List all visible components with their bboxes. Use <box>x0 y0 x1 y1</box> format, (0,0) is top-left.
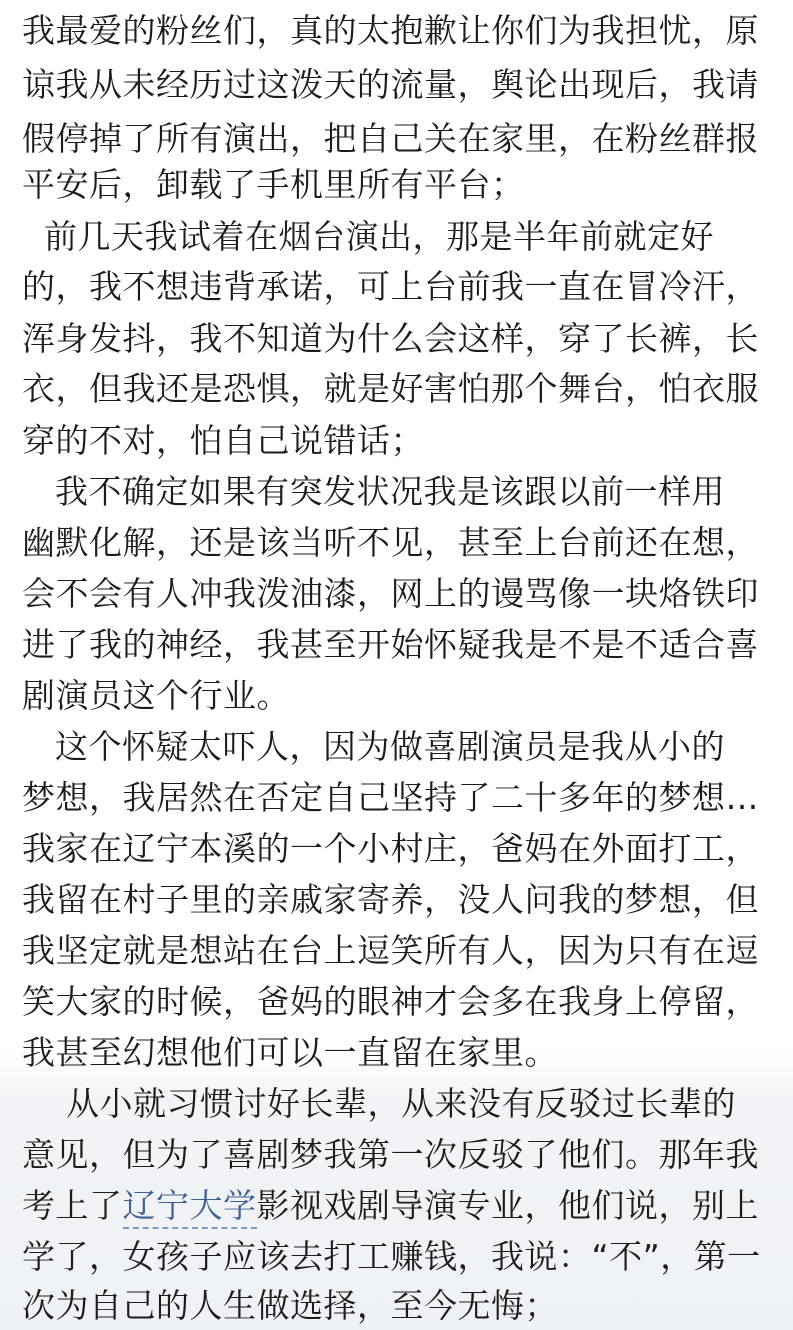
text-line: 我家在辽宁本溪的一个小村庄，爸妈在外面打工， <box>22 829 759 868</box>
text-line: 前几天我试着在烟台演出，那是半年前就定好 <box>22 217 714 256</box>
text-line: 平安后，卸载了手机里所有平台； <box>22 165 525 204</box>
text-line: 会不会有人冲我泼油漆，网上的谩骂像一块烙铁印 <box>22 574 759 613</box>
text-line: 这个怀疑太吓人，因为做喜剧演员是我从小的 <box>22 727 725 766</box>
text-line: 谅我从未经历过这泼天的流量，舆论出现后，我请 <box>22 65 759 104</box>
text-line: 梦想，我居然在否定自己坚持了二十多年的梦想… <box>22 778 759 817</box>
text-line: 浑身发抖，我不知道为什么会这样，穿了长裤，长 <box>22 319 759 358</box>
text-line: 剧演员这个行业。 <box>22 676 290 715</box>
text-line: 意见，但为了喜剧梦我第一次反驳了他们。那年我 <box>22 1135 759 1174</box>
text-line: 次为自己的人生做选择，至今无悔； <box>22 1286 558 1325</box>
text-line: 我不确定如果有突发状况我是该跟以前一样用 <box>22 472 725 511</box>
text-segment: 考上了 <box>22 1186 123 1225</box>
text-line: 我留在村子里的亲戚家寄养，没人问我的梦想，但 <box>22 880 759 919</box>
text-line: 的，我不想违背承诺，可上台前我一直在冒冷汗， <box>22 267 759 306</box>
text-line: 笑大家的时候，爸妈的眼神才会多在我身上停留， <box>22 982 759 1021</box>
text-line: 衣，但我还是恐惧，就是好害怕那个舞台，怕衣服 <box>22 369 759 408</box>
text-line: 穿的不对，怕自己说错话； <box>22 421 424 460</box>
text-line: 从小就习惯讨好长辈，从来没有反驳过长辈的 <box>22 1084 736 1123</box>
university-link[interactable]: 辽宁大学 <box>123 1186 257 1229</box>
text-line: 假停掉了所有演出，把自己关在家里，在粉丝群报 <box>22 119 759 158</box>
text-line: 学了，女孩子应该去打工赚钱，我说：“不”，第一 <box>22 1237 761 1276</box>
text-line: 幽默化解，还是该当听不见，甚至上台前还在想， <box>22 523 759 562</box>
text-segment: 影视戏剧导演专业，他们说，别上 <box>256 1186 759 1225</box>
text-line-with-link <box>22 1183 759 1229</box>
text-line: 进了我的神经，我甚至开始怀疑我是不是不适合喜 <box>22 625 759 664</box>
text-line: 我坚定就是想站在台上逗笑所有人，因为只有在逗 <box>22 931 759 970</box>
text-line: 我甚至幻想他们可以一直留在家里。 <box>22 1033 558 1072</box>
text-line: 我最爱的粉丝们，真的太抱歉让你们为我担忧，原 <box>22 11 759 50</box>
